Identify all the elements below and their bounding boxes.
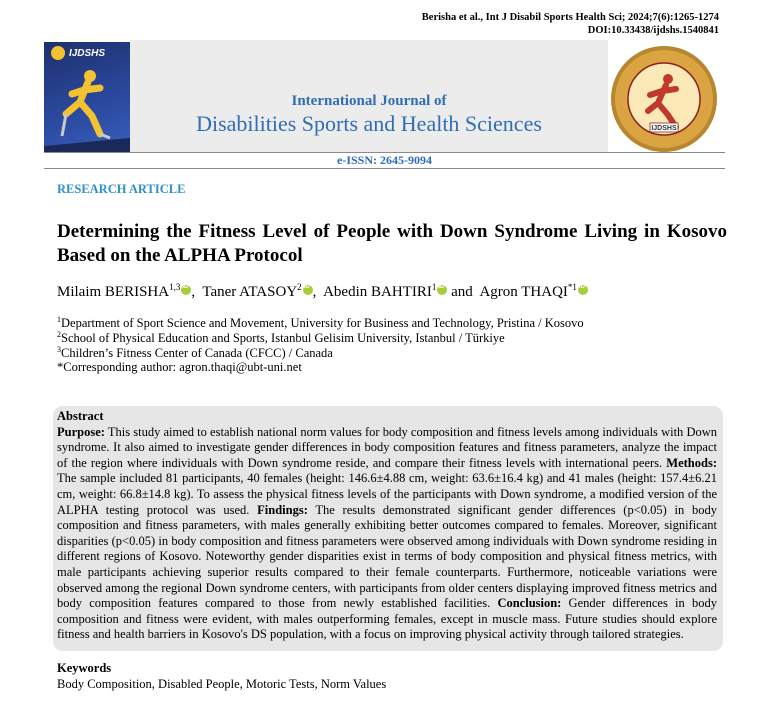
conclusion-text: Gender differences in body composition and fitness were evident, with males outperforming females, except in muscle mass. Future studies should explore fitness and health barriers in Kosovo's DS population, with a focus on improving physical activity through tailored strategies. [57, 596, 717, 642]
author-separator: , [312, 284, 321, 300]
findings-text: The results demonstrated significant gender differences (p<0.05) in body composition and fitness parameters, with males generally exhibiting better outcomes compared to females. Moreover, significant disparities (p<0.05) in body composition and fitness parameters were observed among individuals with Down syndrome residing in different regions of Kosovo. Noteworthy gender disparities exist in terms of body composition and physical fitness metrics, with male participants achieving superior results compared to their female counterparts. Furthermore, noticeable variations were observed among the regional Down syndrome centers, with participants from older centers displaying improved fitness metrics and body composition features compared to those from newly established facilities. [57, 502, 717, 611]
affiliation-2 [57, 330, 505, 346]
orcid-icon[interactable] [181, 285, 191, 295]
article-type: RESEARCH ARTICLE [57, 182, 186, 196]
affiliation-text: Department of Sport Science and Movement, University for Business and Technology, Pristina / Kosovo [61, 316, 584, 331]
affiliation-sup: 1 [57, 315, 61, 324]
corresponding-author-text: *Corresponding author: agron.thaqi@ubt-uni.net [57, 360, 302, 374]
author-affiliation-sup: 1,3 [169, 282, 181, 292]
keywords-heading: Keywords [57, 661, 112, 675]
abstract-heading: Abstract [57, 409, 104, 423]
affiliation-sup: 2 [57, 330, 61, 339]
author-name: Milaim BERISHA [57, 284, 170, 300]
affiliation-sup: 3 [57, 345, 61, 354]
affiliation-text: Children’s Fitness Center of Canada (CFCC) / Canada [61, 346, 333, 361]
paper-title: Determining the Fitness Level of People with Down Syndrome Living in Kosovo Based on the ALPHA Protocol [57, 221, 727, 266]
eissn: e-ISSN: 2645-9094 [337, 153, 432, 167]
author-affiliation-sup: *1 [567, 282, 577, 292]
seal-label: IJDSHS [651, 125, 677, 132]
methods-text: The sample included 81 participants, 40 females (height: 146.6±4.88 cm, weight: 63.6±16.4 kg) and 41 males (height: 157.4±6.21 cm, weight: 66.8±14.8 kg). To assess the physical fitness levels of the participants with Down syndrome, a modified version of the ALPHA testing protocol was used. [57, 471, 717, 517]
runner-figure-icon [44, 42, 130, 152]
journal-seal-logo [610, 45, 718, 153]
citation-line: Berisha et al., Int J Disabil Sports Health Sci; 2024;7(6):1265-1274 [421, 12, 719, 23]
author-name: Abedin BAHTIRI [323, 284, 432, 300]
author-affiliation-sup: 2 [297, 282, 302, 292]
orcid-icon[interactable] [303, 285, 313, 295]
keywords-text: Body Composition, Disabled People, Motoric Tests, Norm Values [57, 677, 387, 691]
author-separator: , [191, 284, 199, 300]
purpose-text: This study aimed to establish national norm values for body composition and fitness levels among individuals with Down syndrome. It also aimed to investigate gender differences in body composition features and fitness parameters, analyze the impact of the region where individuals with Down syndrome reside, and compare their fitness levels with international peers. [57, 424, 717, 470]
conclusion-label: Conclusion: [497, 596, 562, 611]
orcid-icon[interactable] [437, 285, 447, 295]
author-list [57, 282, 588, 301]
affiliation-3 [57, 345, 333, 361]
affiliation-text: School of Physical Education and Sports, Istanbul Gelisim University, Istanbul / Türkiye [61, 331, 505, 346]
findings-label: Findings: [257, 502, 308, 517]
abstract-body [57, 425, 717, 643]
author-name: Taner ATASOY [202, 284, 298, 300]
author-name: Agron THAQI [479, 284, 568, 300]
doi-line: DOI:10.33438/ijdshs.1540841 [587, 25, 719, 36]
author-separator: and [447, 284, 477, 300]
methods-label: Methods: [666, 455, 717, 470]
affiliation-1 [57, 315, 584, 331]
abstract [57, 409, 717, 643]
author-affiliation-sup: 1 [431, 282, 437, 292]
orcid-icon[interactable] [578, 285, 588, 295]
journal-name-line2: Disabilities Sports and Health Sciences [196, 111, 542, 136]
cover-logo-text: IJDSHS [68, 48, 106, 59]
header-rule-bottom [44, 168, 725, 169]
corresponding-author [57, 360, 302, 375]
purpose-label: Purpose: [57, 424, 105, 439]
journal-cover-image [44, 42, 130, 152]
journal-name-line1: International Journal of [291, 93, 447, 109]
